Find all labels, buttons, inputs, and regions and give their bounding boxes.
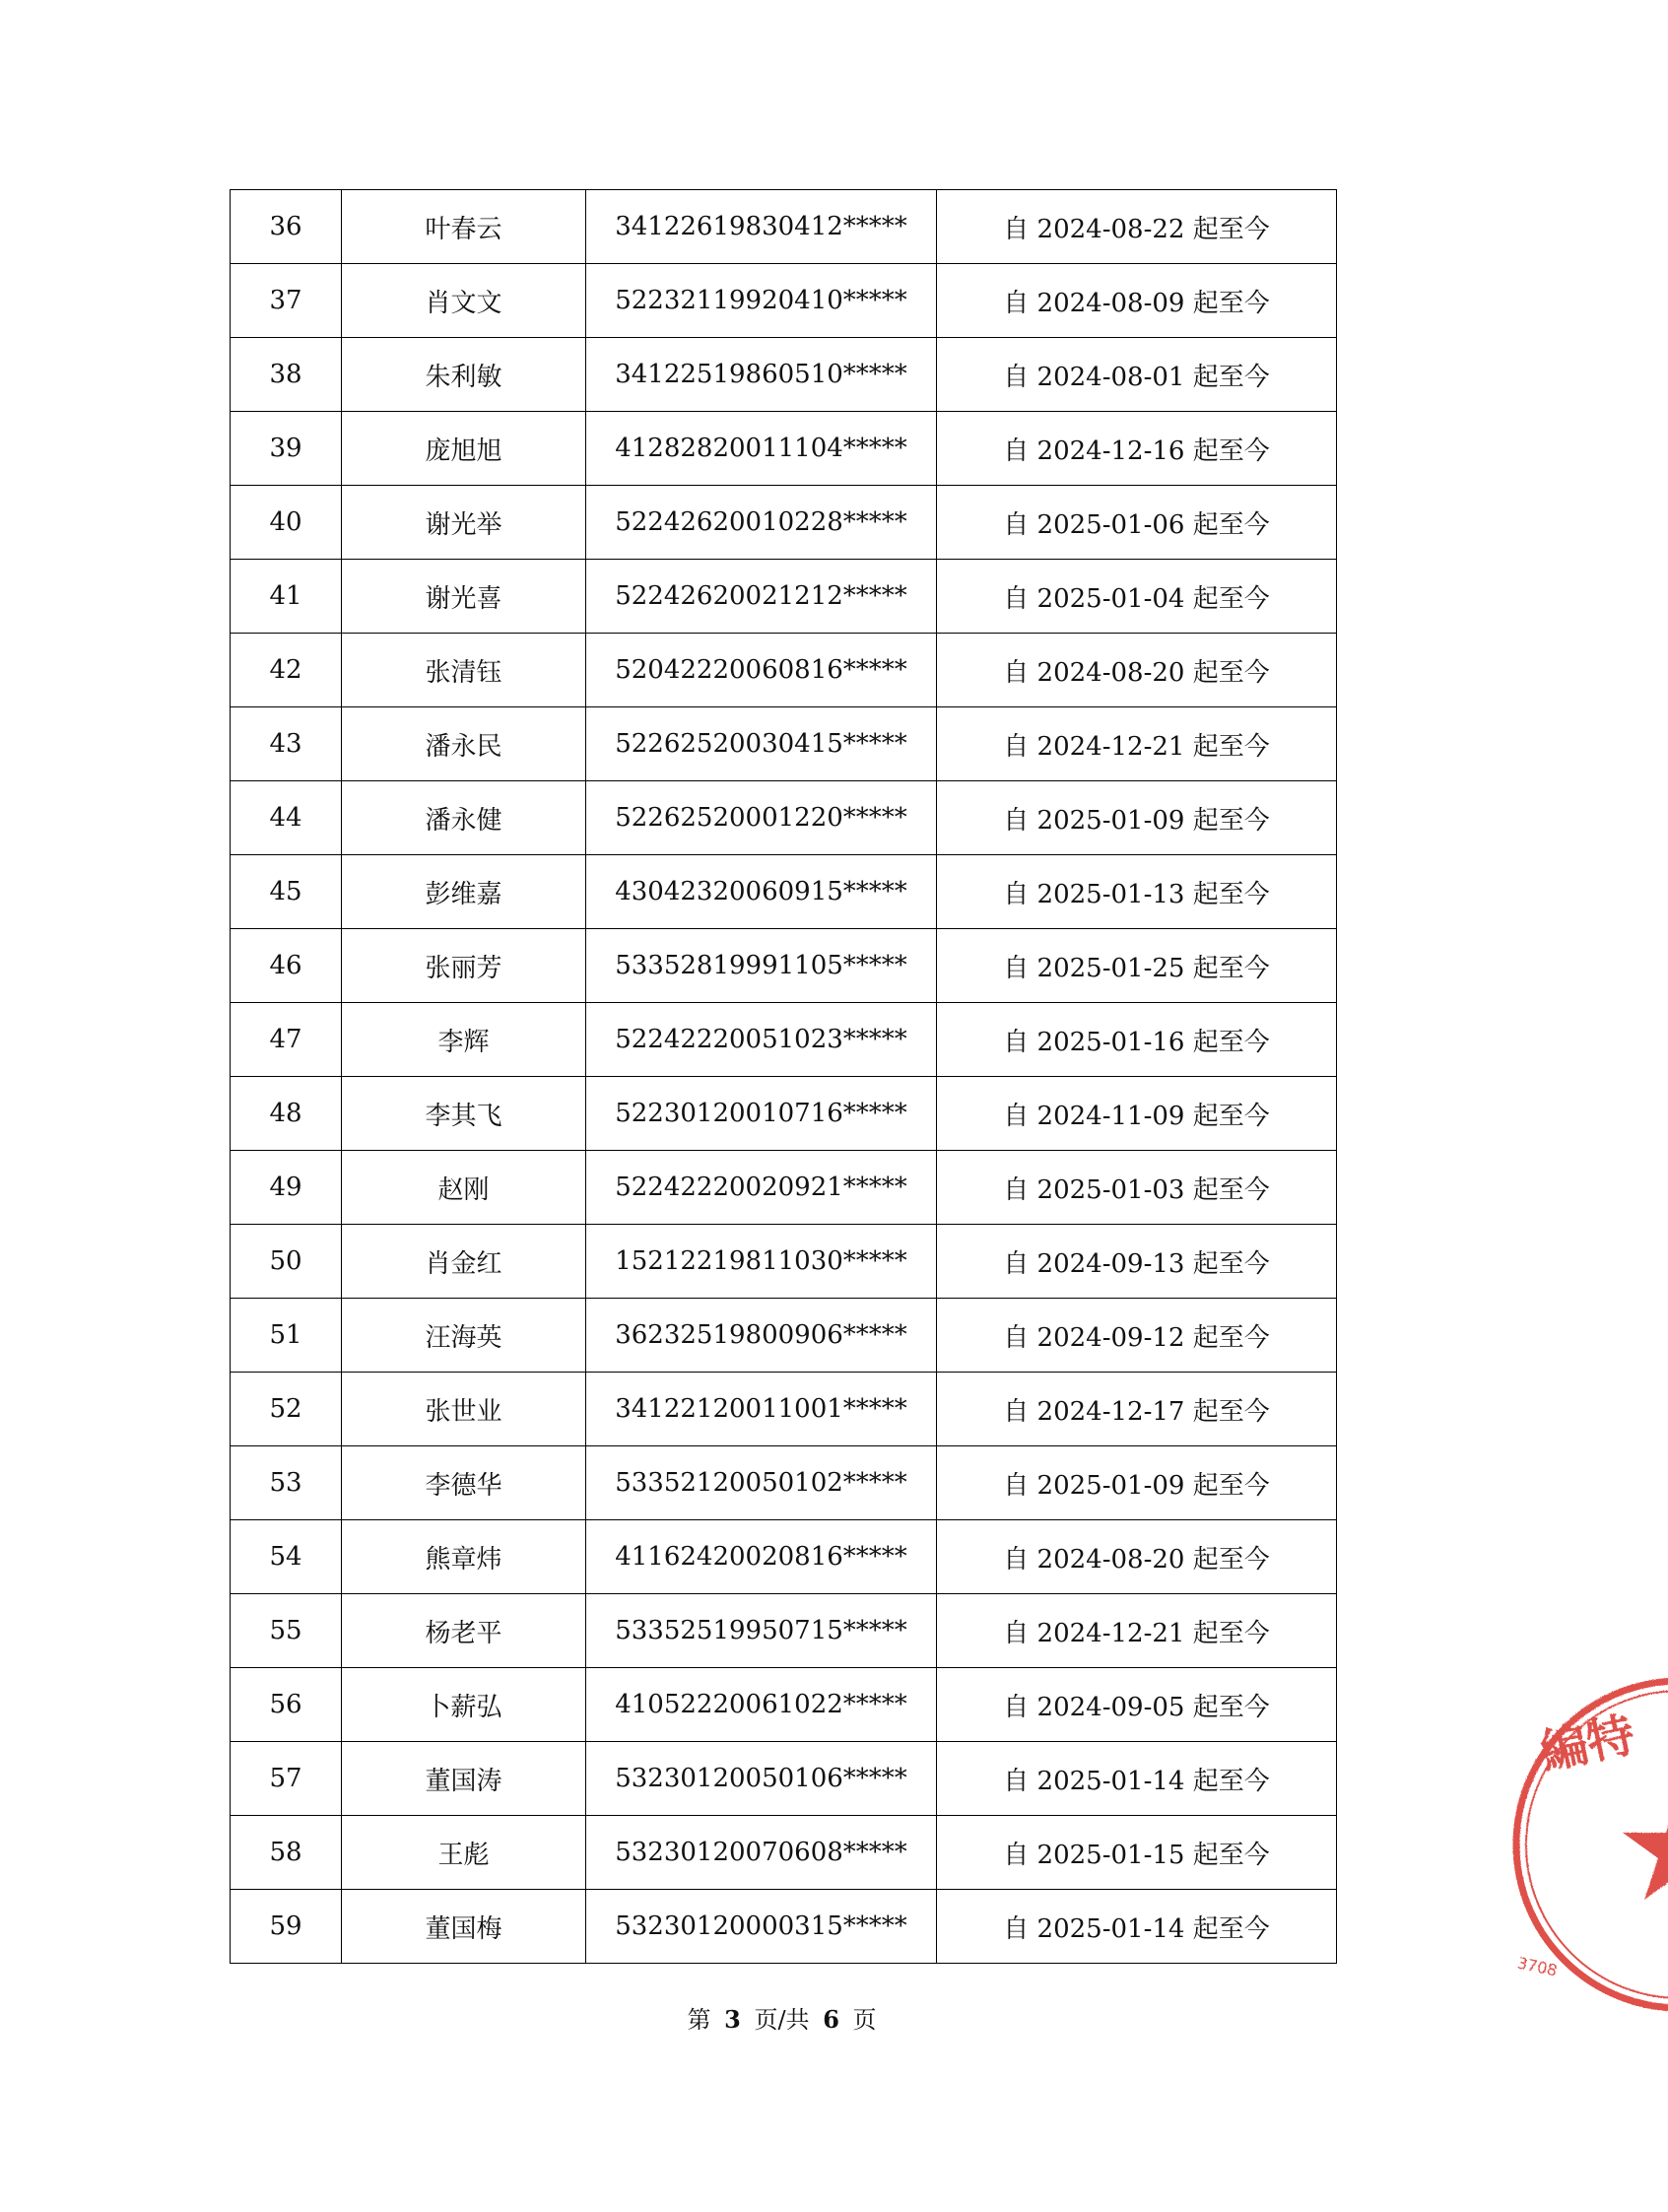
name-cell: 彭维嘉 (342, 855, 586, 929)
name-cell: 张世业 (342, 1373, 586, 1446)
name-cell: 潘永健 (342, 781, 586, 855)
id-number-cell: 34122120011001***** (586, 1373, 937, 1446)
id-number-cell: 52242220051023***** (586, 1003, 937, 1077)
table-row (231, 1668, 1337, 1742)
table-row (231, 781, 1337, 855)
id-number-cell: 41162420020816***** (586, 1520, 937, 1594)
name-cell: 叶春云 (342, 190, 586, 264)
table-row (231, 1594, 1337, 1668)
row-number-cell: 40 (231, 486, 342, 560)
row-number-cell: 51 (231, 1299, 342, 1373)
id-number-cell: 52230120010716***** (586, 1077, 937, 1151)
table-body (231, 190, 1337, 1964)
row-number-cell: 58 (231, 1816, 342, 1890)
row-number-cell: 42 (231, 634, 342, 707)
name-cell: 卜薪弘 (342, 1668, 586, 1742)
period-cell: 自 2025-01-25 起至今 (937, 929, 1337, 1003)
period-cell: 自 2025-01-09 起至今 (937, 781, 1337, 855)
table-row (231, 486, 1337, 560)
footer-prefix: 第 (687, 2006, 711, 2034)
name-cell: 杨老平 (342, 1594, 586, 1668)
name-cell: 熊章炜 (342, 1520, 586, 1594)
period-cell: 自 2024-08-01 起至今 (937, 338, 1337, 412)
id-number-cell: 53352519950715***** (586, 1594, 937, 1668)
id-number-cell: 41052220061022***** (586, 1668, 937, 1742)
personnel-table (230, 189, 1337, 1964)
name-cell: 张清钰 (342, 634, 586, 707)
period-cell: 自 2025-01-09 起至今 (937, 1446, 1337, 1520)
footer-total-pages: 6 (823, 2005, 839, 2034)
id-number-cell: 52242620021212***** (586, 560, 937, 634)
name-cell: 李其飞 (342, 1077, 586, 1151)
page-footer (0, 2000, 1564, 2035)
period-cell: 自 2024-08-20 起至今 (937, 634, 1337, 707)
id-number-cell: 53230120070608***** (586, 1816, 937, 1890)
period-cell: 自 2024-08-09 起至今 (937, 264, 1337, 338)
seal-star-icon (1623, 1791, 1668, 1900)
table-row (231, 707, 1337, 781)
table-row (231, 1373, 1337, 1446)
period-cell: 自 2025-01-13 起至今 (937, 855, 1337, 929)
id-number-cell: 53230120000315***** (586, 1890, 937, 1964)
name-cell: 王彪 (342, 1816, 586, 1890)
name-cell: 赵刚 (342, 1151, 586, 1225)
id-number-cell: 43042320060915***** (586, 855, 937, 929)
id-number-cell: 53352120050102***** (586, 1446, 937, 1520)
table-row (231, 929, 1337, 1003)
name-cell: 潘永民 (342, 707, 586, 781)
row-number-cell: 45 (231, 855, 342, 929)
period-cell: 自 2025-01-15 起至今 (937, 1816, 1337, 1890)
seal-number: 3708 (1515, 1953, 1560, 1980)
period-cell: 自 2024-09-13 起至今 (937, 1225, 1337, 1299)
row-number-cell: 41 (231, 560, 342, 634)
name-cell: 朱利敏 (342, 338, 586, 412)
footer-suffix: 页 (852, 2006, 877, 2034)
table-row (231, 1816, 1337, 1890)
period-cell: 自 2024-09-05 起至今 (937, 1668, 1337, 1742)
id-number-cell: 52242220020921***** (586, 1151, 937, 1225)
table-row (231, 1890, 1337, 1964)
id-number-cell: 41282820011104***** (586, 412, 937, 486)
name-cell: 肖文文 (342, 264, 586, 338)
footer-middle: 页/共 (754, 2006, 810, 2034)
row-number-cell: 50 (231, 1225, 342, 1299)
period-cell: 自 2024-12-21 起至今 (937, 707, 1337, 781)
row-number-cell: 48 (231, 1077, 342, 1151)
id-number-cell: 36232519800906***** (586, 1299, 937, 1373)
footer-current-page: 3 (724, 2005, 741, 2034)
name-cell: 李德华 (342, 1446, 586, 1520)
name-cell: 谢光举 (342, 486, 586, 560)
row-number-cell: 43 (231, 707, 342, 781)
name-cell: 董国涛 (342, 1742, 586, 1816)
row-number-cell: 39 (231, 412, 342, 486)
official-seal-fragment (1510, 1675, 1668, 2010)
period-cell: 自 2024-12-17 起至今 (937, 1373, 1337, 1446)
id-number-cell: 52242620010228***** (586, 486, 937, 560)
period-cell: 自 2025-01-16 起至今 (937, 1003, 1337, 1077)
period-cell: 自 2024-08-22 起至今 (937, 190, 1337, 264)
row-number-cell: 47 (231, 1003, 342, 1077)
row-number-cell: 53 (231, 1446, 342, 1520)
table-row (231, 190, 1337, 264)
row-number-cell: 38 (231, 338, 342, 412)
row-number-cell: 57 (231, 1742, 342, 1816)
period-cell: 自 2024-12-21 起至今 (937, 1594, 1337, 1668)
table-row (231, 1520, 1337, 1594)
table-row (231, 1225, 1337, 1299)
row-number-cell: 37 (231, 264, 342, 338)
name-cell: 肖金红 (342, 1225, 586, 1299)
id-number-cell: 52232119920410***** (586, 264, 937, 338)
id-number-cell: 52042220060816***** (586, 634, 937, 707)
period-cell: 自 2025-01-14 起至今 (937, 1742, 1337, 1816)
table-row (231, 264, 1337, 338)
period-cell: 自 2025-01-06 起至今 (937, 486, 1337, 560)
row-number-cell: 54 (231, 1520, 342, 1594)
period-cell: 自 2025-01-03 起至今 (937, 1151, 1337, 1225)
period-cell: 自 2024-08-20 起至今 (937, 1520, 1337, 1594)
name-cell: 李辉 (342, 1003, 586, 1077)
table-row (231, 855, 1337, 929)
table-row (231, 560, 1337, 634)
id-number-cell: 34122619830412***** (586, 190, 937, 264)
row-number-cell: 55 (231, 1594, 342, 1668)
table-row (231, 338, 1337, 412)
name-cell: 董国梅 (342, 1890, 586, 1964)
name-cell: 汪海英 (342, 1299, 586, 1373)
table-row (231, 1077, 1337, 1151)
table-row (231, 634, 1337, 707)
id-number-cell: 34122519860510***** (586, 338, 937, 412)
row-number-cell: 36 (231, 190, 342, 264)
table-row (231, 1446, 1337, 1520)
period-cell: 自 2024-11-09 起至今 (937, 1077, 1337, 1151)
table-row (231, 412, 1337, 486)
name-cell: 庞旭旭 (342, 412, 586, 486)
table-row (231, 1299, 1337, 1373)
row-number-cell: 49 (231, 1151, 342, 1225)
row-number-cell: 44 (231, 781, 342, 855)
row-number-cell: 59 (231, 1890, 342, 1964)
period-cell: 自 2025-01-14 起至今 (937, 1890, 1337, 1964)
row-number-cell: 52 (231, 1373, 342, 1446)
id-number-cell: 52262520030415***** (586, 707, 937, 781)
table-row (231, 1003, 1337, 1077)
seal-text: 編特 (1535, 1707, 1640, 1781)
id-number-cell: 53352819991105***** (586, 929, 937, 1003)
period-cell: 自 2024-12-16 起至今 (937, 412, 1337, 486)
row-number-cell: 56 (231, 1668, 342, 1742)
name-cell: 谢光喜 (342, 560, 586, 634)
table-row (231, 1151, 1337, 1225)
id-number-cell: 52262520001220***** (586, 781, 937, 855)
period-cell: 自 2025-01-04 起至今 (937, 560, 1337, 634)
name-cell: 张丽芳 (342, 929, 586, 1003)
id-number-cell: 53230120050106***** (586, 1742, 937, 1816)
row-number-cell: 46 (231, 929, 342, 1003)
period-cell: 自 2024-09-12 起至今 (937, 1299, 1337, 1373)
id-number-cell: 15212219811030***** (586, 1225, 937, 1299)
table-row (231, 1742, 1337, 1816)
